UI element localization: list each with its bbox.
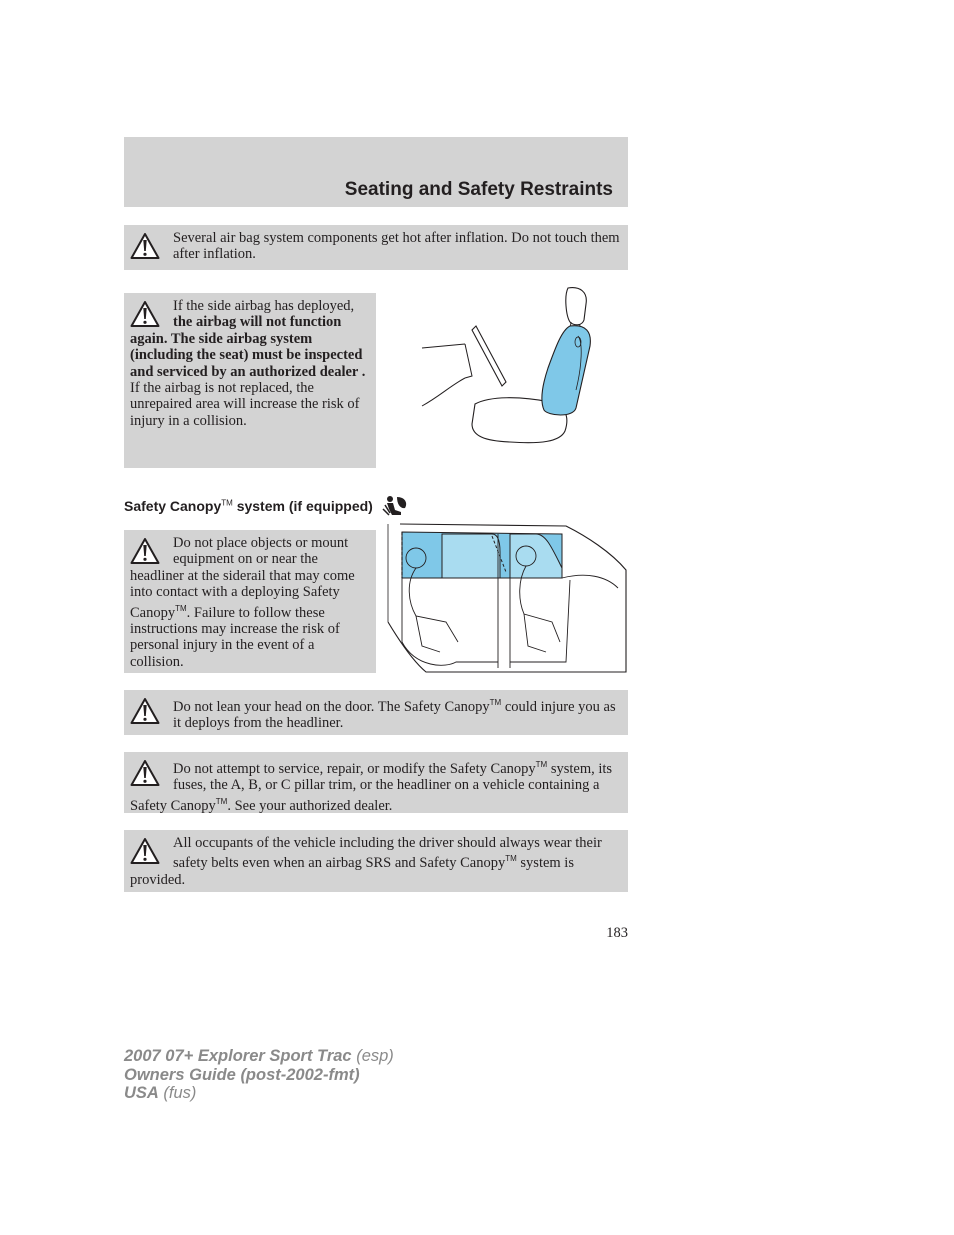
warning-text-pre: If the side airbag has deployed, <box>173 298 355 314</box>
document-footer <box>124 1047 394 1103</box>
warning-box-side-airbag <box>124 293 376 468</box>
warning-text-pre: Do not attempt to service, repair, or modify the Safety Canopy <box>173 760 536 777</box>
header-band <box>124 137 628 207</box>
warning-text-mid: system, its fuses, the A, B, or C pillar trim, or the headliner on a vehicle containing a Safety Canopy <box>130 760 613 814</box>
warning-triangle-icon <box>130 697 160 725</box>
footer-line-2 <box>124 1066 394 1085</box>
trademark-mark: TM <box>489 698 502 707</box>
footer-line-3 <box>124 1084 394 1103</box>
footer-market: USA <box>124 1084 159 1102</box>
warning-text-pre: Do not place objects or mount equipment on or near the headliner at the siderail that may come into contact with a deploying Safety Canopy <box>130 535 355 621</box>
airbag-occupant-icon <box>381 495 409 517</box>
trademark-mark: TM <box>535 760 548 769</box>
side-airbag-seat-illustration <box>420 286 600 446</box>
section-heading-pre: Safety Canopy <box>124 498 222 514</box>
trademark-mark: TM <box>505 854 517 864</box>
trademark-mark: TM <box>175 603 187 613</box>
warning-text-post: could injure you as it deploys from the headliner. <box>173 698 616 732</box>
trademark-mark: TM <box>221 498 233 508</box>
warning-box-safety-belts <box>124 830 628 892</box>
page-title: Seating and Safety Restraints <box>344 179 613 200</box>
trademark-mark: TM <box>215 796 228 806</box>
section-heading-post: system (if equipped) <box>232 498 373 514</box>
warning-text-post: . See your authorized dealer. <box>227 797 393 814</box>
warning-text-pre: All occupants of the vehicle including the driver should always wear their safety belts even when an airbag SRS and Safety Canopy <box>173 835 602 872</box>
warning-text: Several air bag system components get hot after inflation. Do not touch them after inflation. <box>173 230 620 263</box>
footer-model-code: (esp) <box>351 1047 394 1065</box>
page-number: 183 <box>606 925 628 941</box>
warning-text-post: If the airbag is not replaced, the unrepaired area will increase the risk of injury in a collision. <box>130 380 360 429</box>
footer-guide: Owners Guide (post-2002-fmt) <box>124 1065 360 1084</box>
warning-box-lean-head <box>124 690 628 735</box>
warning-box-service <box>124 752 628 813</box>
warning-triangle-icon <box>130 300 160 328</box>
warning-triangle-icon <box>130 232 160 260</box>
warning-text-post: system is provided. <box>130 855 574 888</box>
safety-canopy-vehicle-illustration <box>386 522 630 674</box>
footer-line-1 <box>124 1047 394 1066</box>
warning-triangle-icon <box>130 837 160 865</box>
footer-model: 2007 07+ Explorer Sport Trac <box>124 1047 352 1065</box>
section-heading <box>124 495 409 517</box>
footer-market-code: (fus) <box>158 1084 197 1102</box>
warning-text-bold: the airbag will not function again. The side airbag system (including the seat) must be inspected and serviced by an authorized dealer . <box>130 314 366 380</box>
warning-box-hot-components <box>124 225 628 270</box>
warning-text-pre: Do not lean your head on the door. The Safety Canopy <box>173 698 490 715</box>
warning-box-headliner-objects <box>124 530 376 673</box>
warning-text-post: . Failure to follow these instructions may increase the risk of personal injury in the event of a collision. <box>130 604 340 670</box>
warning-triangle-icon <box>130 537 160 565</box>
warning-triangle-icon <box>130 759 160 787</box>
